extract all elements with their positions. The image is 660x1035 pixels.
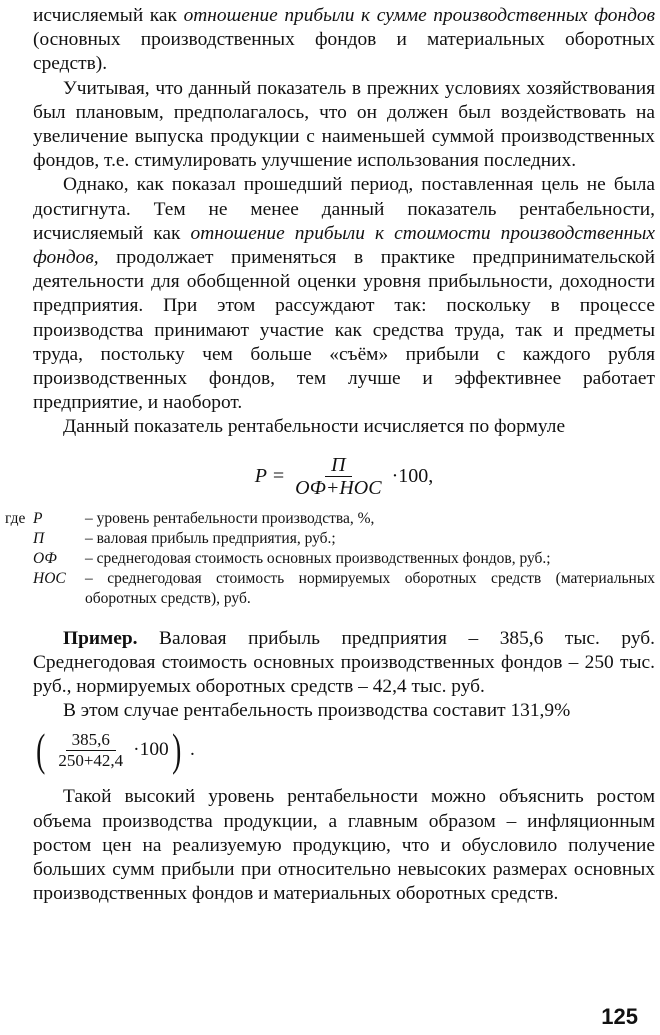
legend-description: – среднегодовая стоимость основных производственных фондов, руб.; <box>85 549 551 567</box>
formula-fraction <box>289 454 388 499</box>
calc-numerator: 385,6 <box>66 730 116 751</box>
paragraph-2: Учитывая, что данный показатель в прежних условиях хозяйствования был плановым, предполагалось, что он должен был воздействовать на увеличение выпуска продукции с наименьшей суммой производственных фондов, т.е. стимулировать улучшение использования последних. <box>33 77 655 172</box>
text-run: исчисляемый как <box>33 5 184 26</box>
calc-multiplier: ·100 <box>133 739 169 761</box>
formula-legend <box>5 509 655 609</box>
text-run: Валовая прибыль предприятия – 385,6 тыс. руб. Среднегодовая стоимость основных производственных фондов – 250 тыс. руб., нормируемых оборотных средств – 42,4 тыс. руб. <box>33 627 655 698</box>
legend-symbol: П <box>33 529 45 547</box>
calc-fraction <box>52 730 129 771</box>
text-run: (основных производственных фондов и материальных оборотных средств). <box>33 29 655 75</box>
legend-symbol: НОС <box>33 569 66 587</box>
page-number: 125 <box>601 1003 638 1029</box>
text-column <box>5 4 655 906</box>
legend-row <box>5 529 655 549</box>
legend-symbol: P <box>33 509 43 527</box>
formula-tail: ·100, <box>391 465 434 488</box>
paragraph-conclusion: Такой высокий уровень рентабельности можно объяснить ростом объема производства продукции, а главным образом – инфляционным ростом цен на реализуемую продукцию, что и обусловило получение больших сумм прибыли при относительно невысоких размерах основных производственных фондов и материальных оборотных средств. <box>33 786 655 905</box>
legend-description: – среднегодовая стоимость нормируемых оборотных средств (материальных оборотных средств), руб. <box>85 569 655 607</box>
legend-row <box>5 569 655 609</box>
formula-lhs: P = <box>254 465 286 488</box>
calc-end: . <box>190 739 195 761</box>
italic-term: отношение прибыли к сумме производственных фондов <box>183 5 655 26</box>
paragraph-3 <box>33 173 655 415</box>
formula-numerator: П <box>325 454 351 477</box>
legend-row <box>5 509 655 529</box>
text-run: продолжает применяться в практике предпринимательской деятельности для обобщенной оценки уровня прибыльности, доходности предприятия. При этом рассуждают так: поскольку в процессе производства принимают участие как средства труда, так и предметы труда, постольку чем больше «съём» прибыли с каждого рубля производственных фондов, тем лучше и эффективнее работает предприятие, и наоборот. <box>33 247 655 414</box>
legend-prefix: где <box>5 509 26 527</box>
example-paragraph <box>33 627 655 700</box>
formula-denominator: ОФ+НОС <box>295 476 382 499</box>
calculation: ( $\frac{385,6}{250+42,4}$ ·100 ) . <box>36 724 195 776</box>
legend-description: – валовая прибыль предприятия, руб.; <box>85 529 336 547</box>
example-label: Пример. <box>63 627 138 649</box>
calc-denominator: 250+42,4 <box>58 750 124 770</box>
legend-row <box>5 549 655 569</box>
legend-symbol: ОФ <box>33 549 57 567</box>
italic-term: отношение прибыли к стоимости производственных фондов, <box>33 222 655 269</box>
paragraph-4: Данный показатель рентабельности исчисляется по формуле <box>63 416 566 438</box>
formula <box>33 454 655 499</box>
paragraph-result: В этом случае рентабельность производства составит 131,9% <box>63 700 571 722</box>
legend-description: – уровень рентабельности производства, %, <box>85 509 375 527</box>
text-run: Однако, как показал прошедший период, поставленная цель не была достигнута. Тем не менее данный показатель рентабельности, исчисляемый как <box>33 174 655 244</box>
paragraph-1 <box>33 4 655 77</box>
